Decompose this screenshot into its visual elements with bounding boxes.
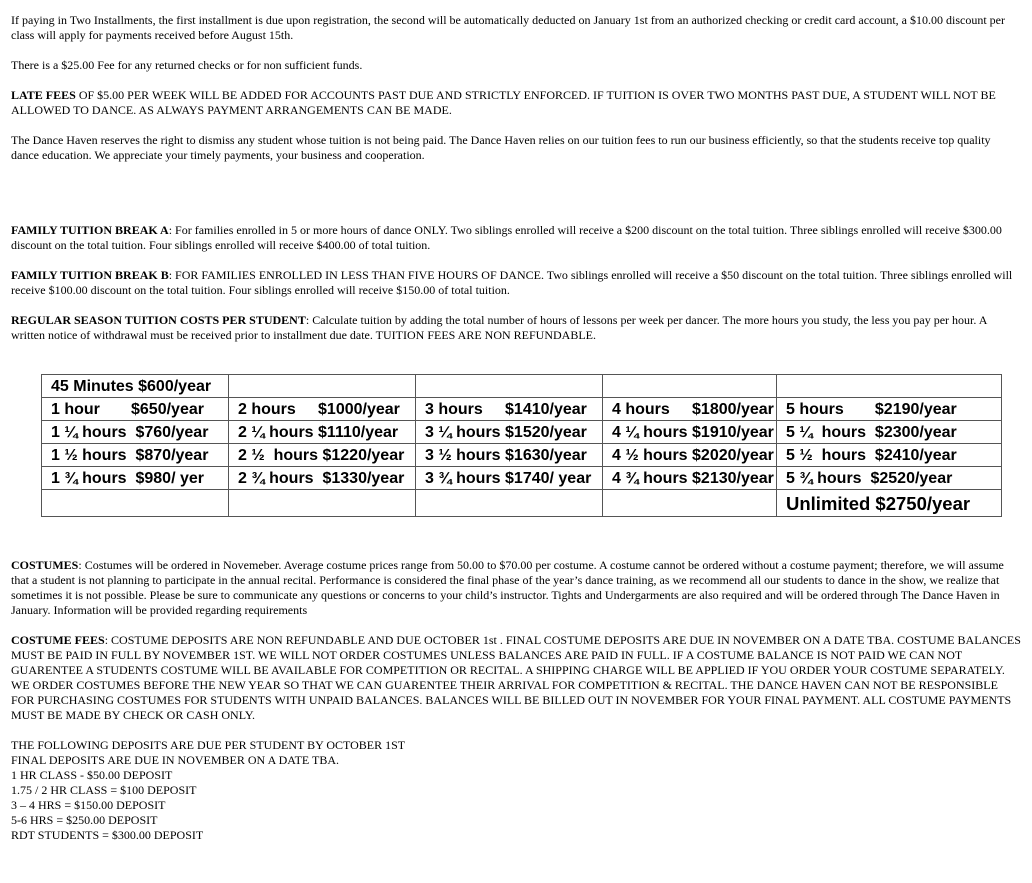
family-break-b-text: : FOR FAMILIES ENROLLED IN LESS THAN FIVE HOURS OF DANCE. Two siblings enrolled will receive a $50 discount on the total tuition. Three siblings enrolled will receive $100.00 discount on the total tuition. Four siblings enrolled will receive $150.00 of total tuition.: [11, 268, 1013, 297]
table-cell: 3 ½ hours $1630/year: [416, 444, 603, 467]
table-cell: [603, 375, 777, 398]
dismiss-policy-paragraph: The Dance Haven reserves the right to dismiss any student whose tuition is not being paid. The Dance Haven relies on our tuition fees to run our business efficiently, so that the students receive top quality dance education. We appreciate your timely payments, your business and cooperation.: [11, 133, 991, 162]
table-cell: 5 ½ hours $2410/year: [777, 444, 1002, 467]
deposits-line: THE FOLLOWING DEPOSITS ARE DUE PER STUDENT BY OCTOBER 1ST: [11, 738, 406, 752]
spacer: [11, 343, 1021, 374]
table-cell: [42, 490, 229, 517]
late-fees-paragraph: [11, 88, 1021, 118]
family-break-a-text: : For families enrolled in 5 or more hours of dance ONLY. Two siblings enrolled will receive a $200 discount on the total tuition. Three siblings enrolled will receive $300.00 discount on the total tuition. Four siblings enrolled will receive $400.00 of total tuition.: [11, 223, 1002, 252]
table-cell: 5 ¼ hours $2300/year: [777, 421, 1002, 444]
table-cell: 4 hours $1800/year: [603, 398, 777, 421]
table-row: [42, 421, 1002, 444]
costume-fees-label: COSTUME FEES: [11, 633, 105, 647]
table-row: [42, 490, 1002, 517]
family-break-b-label: FAMILY TUITION BREAK B: [11, 268, 169, 282]
table-cell: 3 hours $1410/year: [416, 398, 603, 421]
installments-paragraph: If paying in Two Installments, the first installment is due upon registration, the second will be automatically deducted on January 1st from an authorized checking or credit card account, a $10.00 discount per class will apply for payments received before August 15th.: [11, 13, 1005, 42]
table-cell: [777, 375, 1002, 398]
table-cell: 1 ½ hours $870/year: [42, 444, 229, 467]
family-break-a-paragraph: [11, 223, 1021, 253]
table-cell: 3 ¼ hours $1520/year: [416, 421, 603, 444]
table-cell: 3 ¾ hours $1740/ year: [416, 467, 603, 490]
tuition-table: [41, 374, 1002, 517]
document-page: [11, 13, 1021, 843]
table-cell: [603, 490, 777, 517]
table-cell: [416, 375, 603, 398]
table-cell: [229, 490, 416, 517]
table-cell: 2 ¼ hours $1110/year: [229, 421, 416, 444]
table-cell: 1 hour $650/year: [42, 398, 229, 421]
costumes-label: COSTUMES: [11, 558, 79, 572]
costumes-paragraph: [11, 558, 1021, 618]
table-cell: [229, 375, 416, 398]
costume-fees-text: : COSTUME DEPOSITS ARE NON REFUNDABLE AND DUE OCTOBER 1st . FINAL COSTUME DEPOSITS ARE DUE IN NOVEMBER ON A DATE TBA. COSTUME BALANCES MUST BE PAID IN FULL BY NOVEMBER 1ST. WE WILL NOT ORDER COSTUMES UNLESS BALANCES ARE PAID IN FULL. IF A COSTUME BALANCE IS NOT PAID WE CAN NOT GUARENTEE A STUDENTS COSTUME WILL BE AVAILABLE FOR COMPETITION OR RECITAL. A SHIPPING CHARGE WILL BE APPLIED IF YOU ORDER YOUR COSTUME SEPARATELY. WE ORDER COSTUMES BEFORE THE NEW YEAR SO THAT WE CAN GUARENTEE THEIR ARRIVAL FOR COMPETITION & RECITAL. THE DANCE HAVEN CAN NOT BE RESPONSIBLE FOR PURCHASING COSTUMES FOR STUDENTS WITH UNPAID BALANCES. BALANCES WILL BE BILLED OUT IN NOVEMBER FOR YOUR FINAL PAYMENT. ALL COSTUME PAYMENTS MUST BE MADE BY CHECK OR CASH ONLY.: [11, 633, 1021, 722]
deposits-list: [11, 738, 1021, 843]
deposits-line: 1.75 / 2 HR CLASS = $100 DEPOSIT: [11, 783, 197, 797]
table-row: [42, 398, 1002, 421]
table-row: [42, 444, 1002, 467]
family-break-a-label: FAMILY TUITION BREAK A: [11, 223, 169, 237]
table-cell: 4 ¾ hours $2130/year: [603, 467, 777, 490]
table-cell: 5 ¾ hours $2520/year: [777, 467, 1002, 490]
deposits-line: 3 – 4 HRS = $150.00 DEPOSIT: [11, 798, 166, 812]
table-cell: 5 hours $2190/year: [777, 398, 1002, 421]
table-cell: 4 ¼ hours $1910/year: [603, 421, 777, 444]
deposits-line: FINAL DEPOSITS ARE DUE IN NOVEMBER ON A DATE TBA.: [11, 753, 340, 767]
spacer: [11, 517, 1021, 558]
regular-season-label: REGULAR SEASON TUITION COSTS PER STUDENT: [11, 313, 306, 327]
table-row: [42, 467, 1002, 490]
table-cell: 2 ½ hours $1220/year: [229, 444, 416, 467]
regular-season-text: : Calculate tuition by adding the total number of hours of lessons per week per dancer. The more hours you study, the less you pay per hour. A written notice of withdrawal must be received prior to installment due date. TUITION FEES ARE NON REFUNDABLE.: [11, 313, 987, 342]
table-cell: 2 hours $1000/year: [229, 398, 416, 421]
regular-season-paragraph: [11, 313, 1021, 343]
table-cell: 1 ¼ hours $760/year: [42, 421, 229, 444]
returned-checks-paragraph: There is a $25.00 Fee for any returned checks or for non sufficient funds.: [11, 58, 363, 72]
spacer: [11, 178, 1021, 223]
deposits-line: RDT STUDENTS = $300.00 DEPOSIT: [11, 828, 204, 842]
late-fees-text: OF $5.00 PER WEEK WILL BE ADDED FOR ACCOUNTS PAST DUE AND STRICTLY ENFORCED. IF TUITION IS OVER TWO MONTHS PAST DUE, A STUDENT WILL NOT BE ALLOWED TO DANCE. AS ALWAYS PAYMENT ARRANGEMENTS CAN BE MADE.: [11, 88, 996, 117]
late-fees-label: LATE FEES: [11, 88, 76, 102]
table-cell: [416, 490, 603, 517]
costumes-text: : Costumes will be ordered in Novemeber. Average costume prices range from 50.00 to $70.00 per costume. A costume cannot be ordered without a costume payment; therefore, we will assume that a student is not planning to participate in the annual recital. Performance is considered the final phase of the year’s dance training, as we recommend all our students to dance in the show, we realize that sometimes it is not possible. Please be sure to communicate any questions or concerns to your child’s instructor. Tights and Undergarments are also required and will be ordered through The Dance Haven in January. Information will be provided regarding requirements: [11, 558, 1004, 617]
deposits-line: 1 HR CLASS - $50.00 DEPOSIT: [11, 768, 173, 782]
deposits-line: 5-6 HRS = $250.00 DEPOSIT: [11, 813, 158, 827]
table-row: [42, 375, 1002, 398]
table-cell: 1 ¾ hours $980/ yer: [42, 467, 229, 490]
costume-fees-paragraph: [11, 633, 1021, 723]
family-break-b-paragraph: [11, 268, 1021, 298]
table-cell: 2 ¾ hours $1330/year: [229, 467, 416, 490]
table-cell: 4 ½ hours $2020/year: [603, 444, 777, 467]
unlimited-cell: Unlimited $2750/year: [777, 490, 1002, 517]
table-cell: 45 Minutes $600/year: [42, 375, 229, 398]
